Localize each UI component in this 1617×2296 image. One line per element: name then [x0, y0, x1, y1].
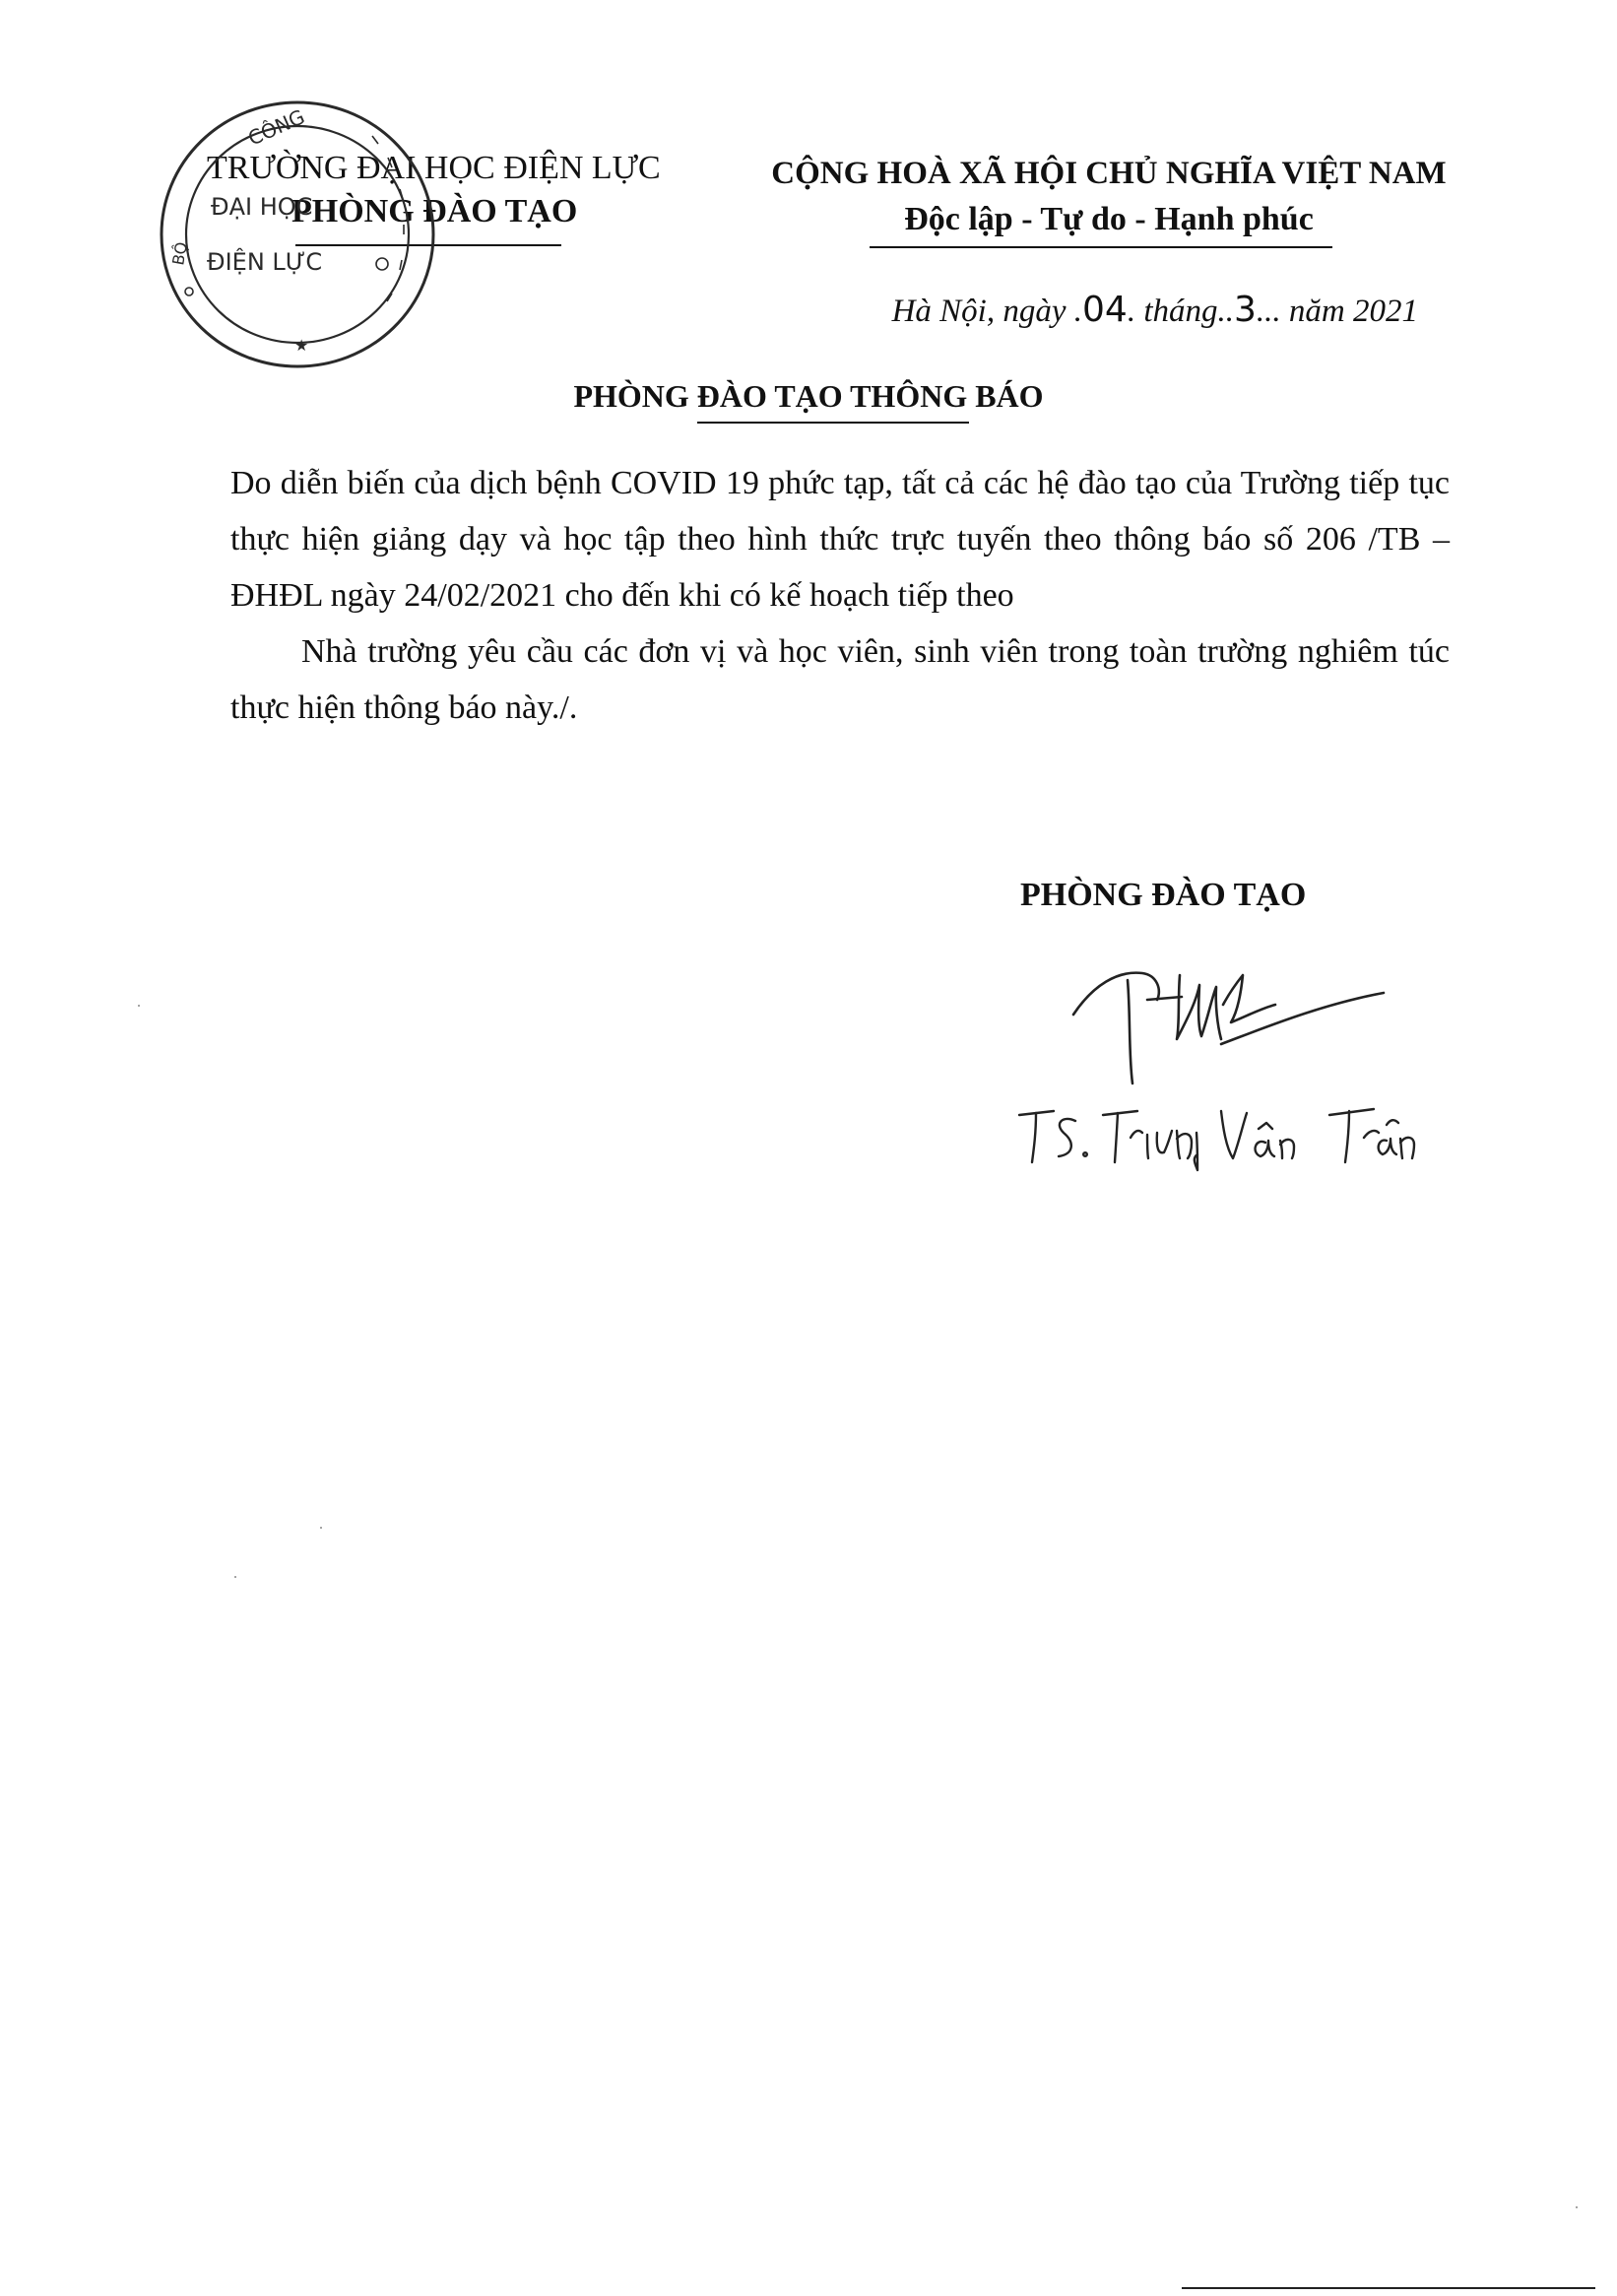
seal-inner-line1: ĐẠI HỌC [211, 193, 313, 221]
document-body [230, 455, 1450, 736]
scan-speck [234, 1576, 236, 1578]
seal-inner-line2: ĐIỆN LỰC [207, 248, 323, 276]
date-year: ... năm 2021 [1256, 294, 1418, 329]
scan-speck [1576, 2206, 1578, 2208]
seal-outer-text-left: BỘ [168, 240, 192, 267]
document-title: PHÒNG ĐÀO TẠO THÔNG BÁO [573, 378, 1044, 414]
date-day-handwritten: 04 [1082, 290, 1128, 330]
seal-star-icon: ★ [294, 336, 309, 355]
date-month-handwritten: 3 [1234, 290, 1257, 330]
body-paragraph-2: Nhà trường yêu cầu các đơn vị và học viên, sinh viên trong toàn trường nghiêm túc thực hiện thông báo này./. [230, 633, 1450, 726]
scan-edge-line [1182, 2287, 1595, 2289]
signer-handwritten-name [1014, 1093, 1428, 1172]
seal-outer-text-top: CÔNG [244, 104, 309, 151]
scan-speck [138, 1005, 140, 1007]
official-seal [156, 97, 439, 372]
date-month-word: . tháng.. [1127, 294, 1234, 329]
signature-unit: PHÒNG ĐÀO TẠO [1020, 877, 1307, 913]
slogan-underline [870, 246, 1332, 248]
national-title: CỘNG HOÀ XÃ HỘI CHỦ NGHĨA VIỆT NAM [771, 156, 1447, 191]
scan-speck [320, 1527, 322, 1529]
title-underline [697, 422, 969, 424]
issue-date [788, 290, 1418, 330]
handwritten-signature [1064, 946, 1389, 1093]
date-place-prefix: Hà Nội, ngày . [891, 294, 1083, 329]
department-name: PHÒNG ĐÀO TẠO [291, 193, 578, 230]
organization-name: TRƯỜNG ĐẠI HỌC ĐIỆN LỰC [207, 150, 661, 186]
body-paragraph-1: Do diễn biến của dịch bệnh COVID 19 phức tạp, tất cả các hệ đào tạo của Trường tiếp tục thực hiện giảng dạy và học tập theo hình thức trực tuyến theo thông báo số 206 /TB – ĐHĐL ngày 24/02/2021 cho đến khi có kế hoạch tiếp theo [230, 465, 1450, 614]
national-slogan: Độc lập - Tự do - Hạnh phúc [904, 201, 1314, 237]
